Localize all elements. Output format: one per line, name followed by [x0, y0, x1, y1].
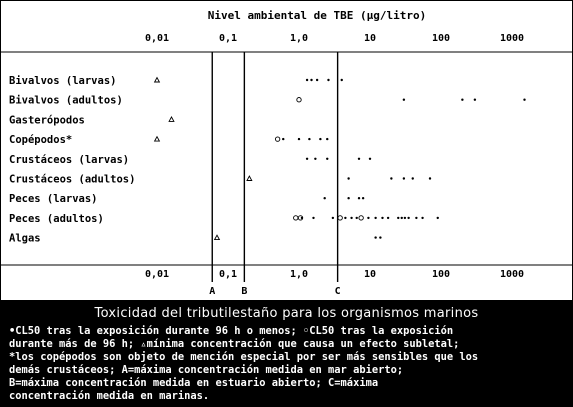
dot-marker [397, 217, 399, 219]
reference-line-label: C [334, 286, 341, 297]
x-tick-label-top: 1000 [499, 33, 525, 44]
category-label: Crustáceos (larvas) [9, 153, 130, 166]
category-label: Peces (larvas) [9, 193, 98, 206]
dot-marker [341, 79, 343, 81]
x-tick-label-bottom: 10 [363, 269, 377, 280]
dot-marker [379, 236, 381, 238]
dot-marker [323, 197, 325, 199]
caption-line: durante más de 96 h; ▵mínima concentración que causa un efecto subletal; [9, 338, 460, 350]
caption-title: Toxicidad del tributilestaño para los organismos marinos [94, 306, 479, 321]
triangle-marker [215, 235, 220, 239]
dot-marker [310, 79, 312, 81]
open-circle-marker [359, 216, 363, 220]
dot-marker [390, 177, 392, 179]
x-tick-label-top: 0,1 [218, 33, 238, 44]
category-label: Peces (adultos) [9, 212, 104, 225]
category-label: Crustáceos (adultos) [9, 173, 136, 186]
category-label: Gasterópodos [9, 114, 85, 127]
dot-marker [461, 99, 463, 101]
reference-line-label: A [209, 286, 216, 297]
open-circle-marker [294, 216, 298, 220]
dot-marker [358, 197, 360, 199]
dot-marker [404, 217, 406, 219]
dot-marker [429, 177, 431, 179]
x-tick-label-bottom: 1000 [499, 269, 525, 280]
dot-marker [437, 217, 439, 219]
dot-marker [347, 177, 349, 179]
dot-marker [312, 217, 314, 219]
dot-marker [415, 217, 417, 219]
dot-marker [474, 99, 476, 101]
dot-marker [319, 138, 321, 140]
caption-line: *los copépodos son objeto de mención especial por ser más sensibles que los [9, 351, 479, 363]
caption-line: demás crustáceos; A=máxima concentración medida en mar abierto; [9, 364, 404, 376]
dot-marker [407, 217, 409, 219]
x-tick-label-bottom: 0,1 [218, 269, 238, 280]
x-tick-label-top: 10 [363, 33, 377, 44]
dot-marker [327, 79, 329, 81]
category-label: Bivalvos (adultos) [9, 94, 123, 107]
top-tick-labels [145, 33, 524, 44]
dot-marker [350, 217, 352, 219]
dot-marker [347, 197, 349, 199]
triangle-marker [155, 78, 160, 82]
x-tick-label-top: 1,0 [289, 33, 309, 44]
open-circle-marker [338, 216, 342, 220]
x-tick-label-bottom: 0,01 [144, 269, 170, 280]
x-tick-label-top: 0,01 [144, 33, 170, 44]
dot-marker [301, 217, 303, 219]
reference-line-label: B [241, 286, 248, 297]
dot-marker [356, 217, 358, 219]
dot-marker [344, 217, 346, 219]
x-tick-label-bottom: 1,0 [289, 269, 309, 280]
dot-marker [401, 217, 403, 219]
dot-marker [306, 158, 308, 160]
dot-marker [403, 177, 405, 179]
chart-title: Nivel ambiental de TBE (µg/litro) [207, 9, 427, 22]
dot-marker [374, 236, 376, 238]
open-circle-marker [297, 98, 301, 102]
dot-marker [374, 217, 376, 219]
dot-marker [381, 217, 383, 219]
dot-marker [421, 217, 423, 219]
dot-marker [298, 138, 300, 140]
dot-marker [282, 138, 284, 140]
dot-marker [403, 99, 405, 101]
bottom-tick-labels [145, 269, 524, 280]
dot-marker [362, 197, 364, 199]
dot-marker [387, 217, 389, 219]
dot-marker [367, 217, 369, 219]
category-label: Bivalvos (larvas) [9, 75, 117, 87]
dot-marker [326, 138, 328, 140]
open-circle-marker [275, 137, 279, 141]
caption-line: •CL50 tras la exposición durante 96 h o menos; ◦CL50 tras la exposición [9, 325, 454, 337]
dot-marker [316, 79, 318, 81]
dot-marker [326, 158, 328, 160]
triangle-marker [155, 137, 160, 141]
dot-marker [306, 79, 308, 81]
caption-line: B=máxima concentración medida en estuario abierto; C=máxima [9, 377, 379, 389]
dot-marker [332, 217, 334, 219]
category-label: Algas [9, 232, 41, 245]
triangle-marker [169, 117, 174, 121]
dot-marker [412, 177, 414, 179]
reference-lines [209, 52, 340, 297]
caption-line: concentración medida en marinas. [9, 390, 210, 402]
x-tick-label-bottom: 100 [431, 269, 451, 280]
dot-marker [523, 99, 525, 101]
category-label: Copépodos* [9, 134, 73, 147]
triangle-marker [247, 176, 252, 180]
caption-body [9, 325, 564, 403]
data-markers [155, 78, 526, 240]
x-tick-label-top: 100 [431, 33, 451, 44]
dot-marker [314, 158, 316, 160]
dot-marker [358, 158, 360, 160]
category-labels [9, 75, 135, 245]
dot-marker [308, 138, 310, 140]
caption-box [1, 300, 572, 406]
dot-marker [369, 158, 371, 160]
